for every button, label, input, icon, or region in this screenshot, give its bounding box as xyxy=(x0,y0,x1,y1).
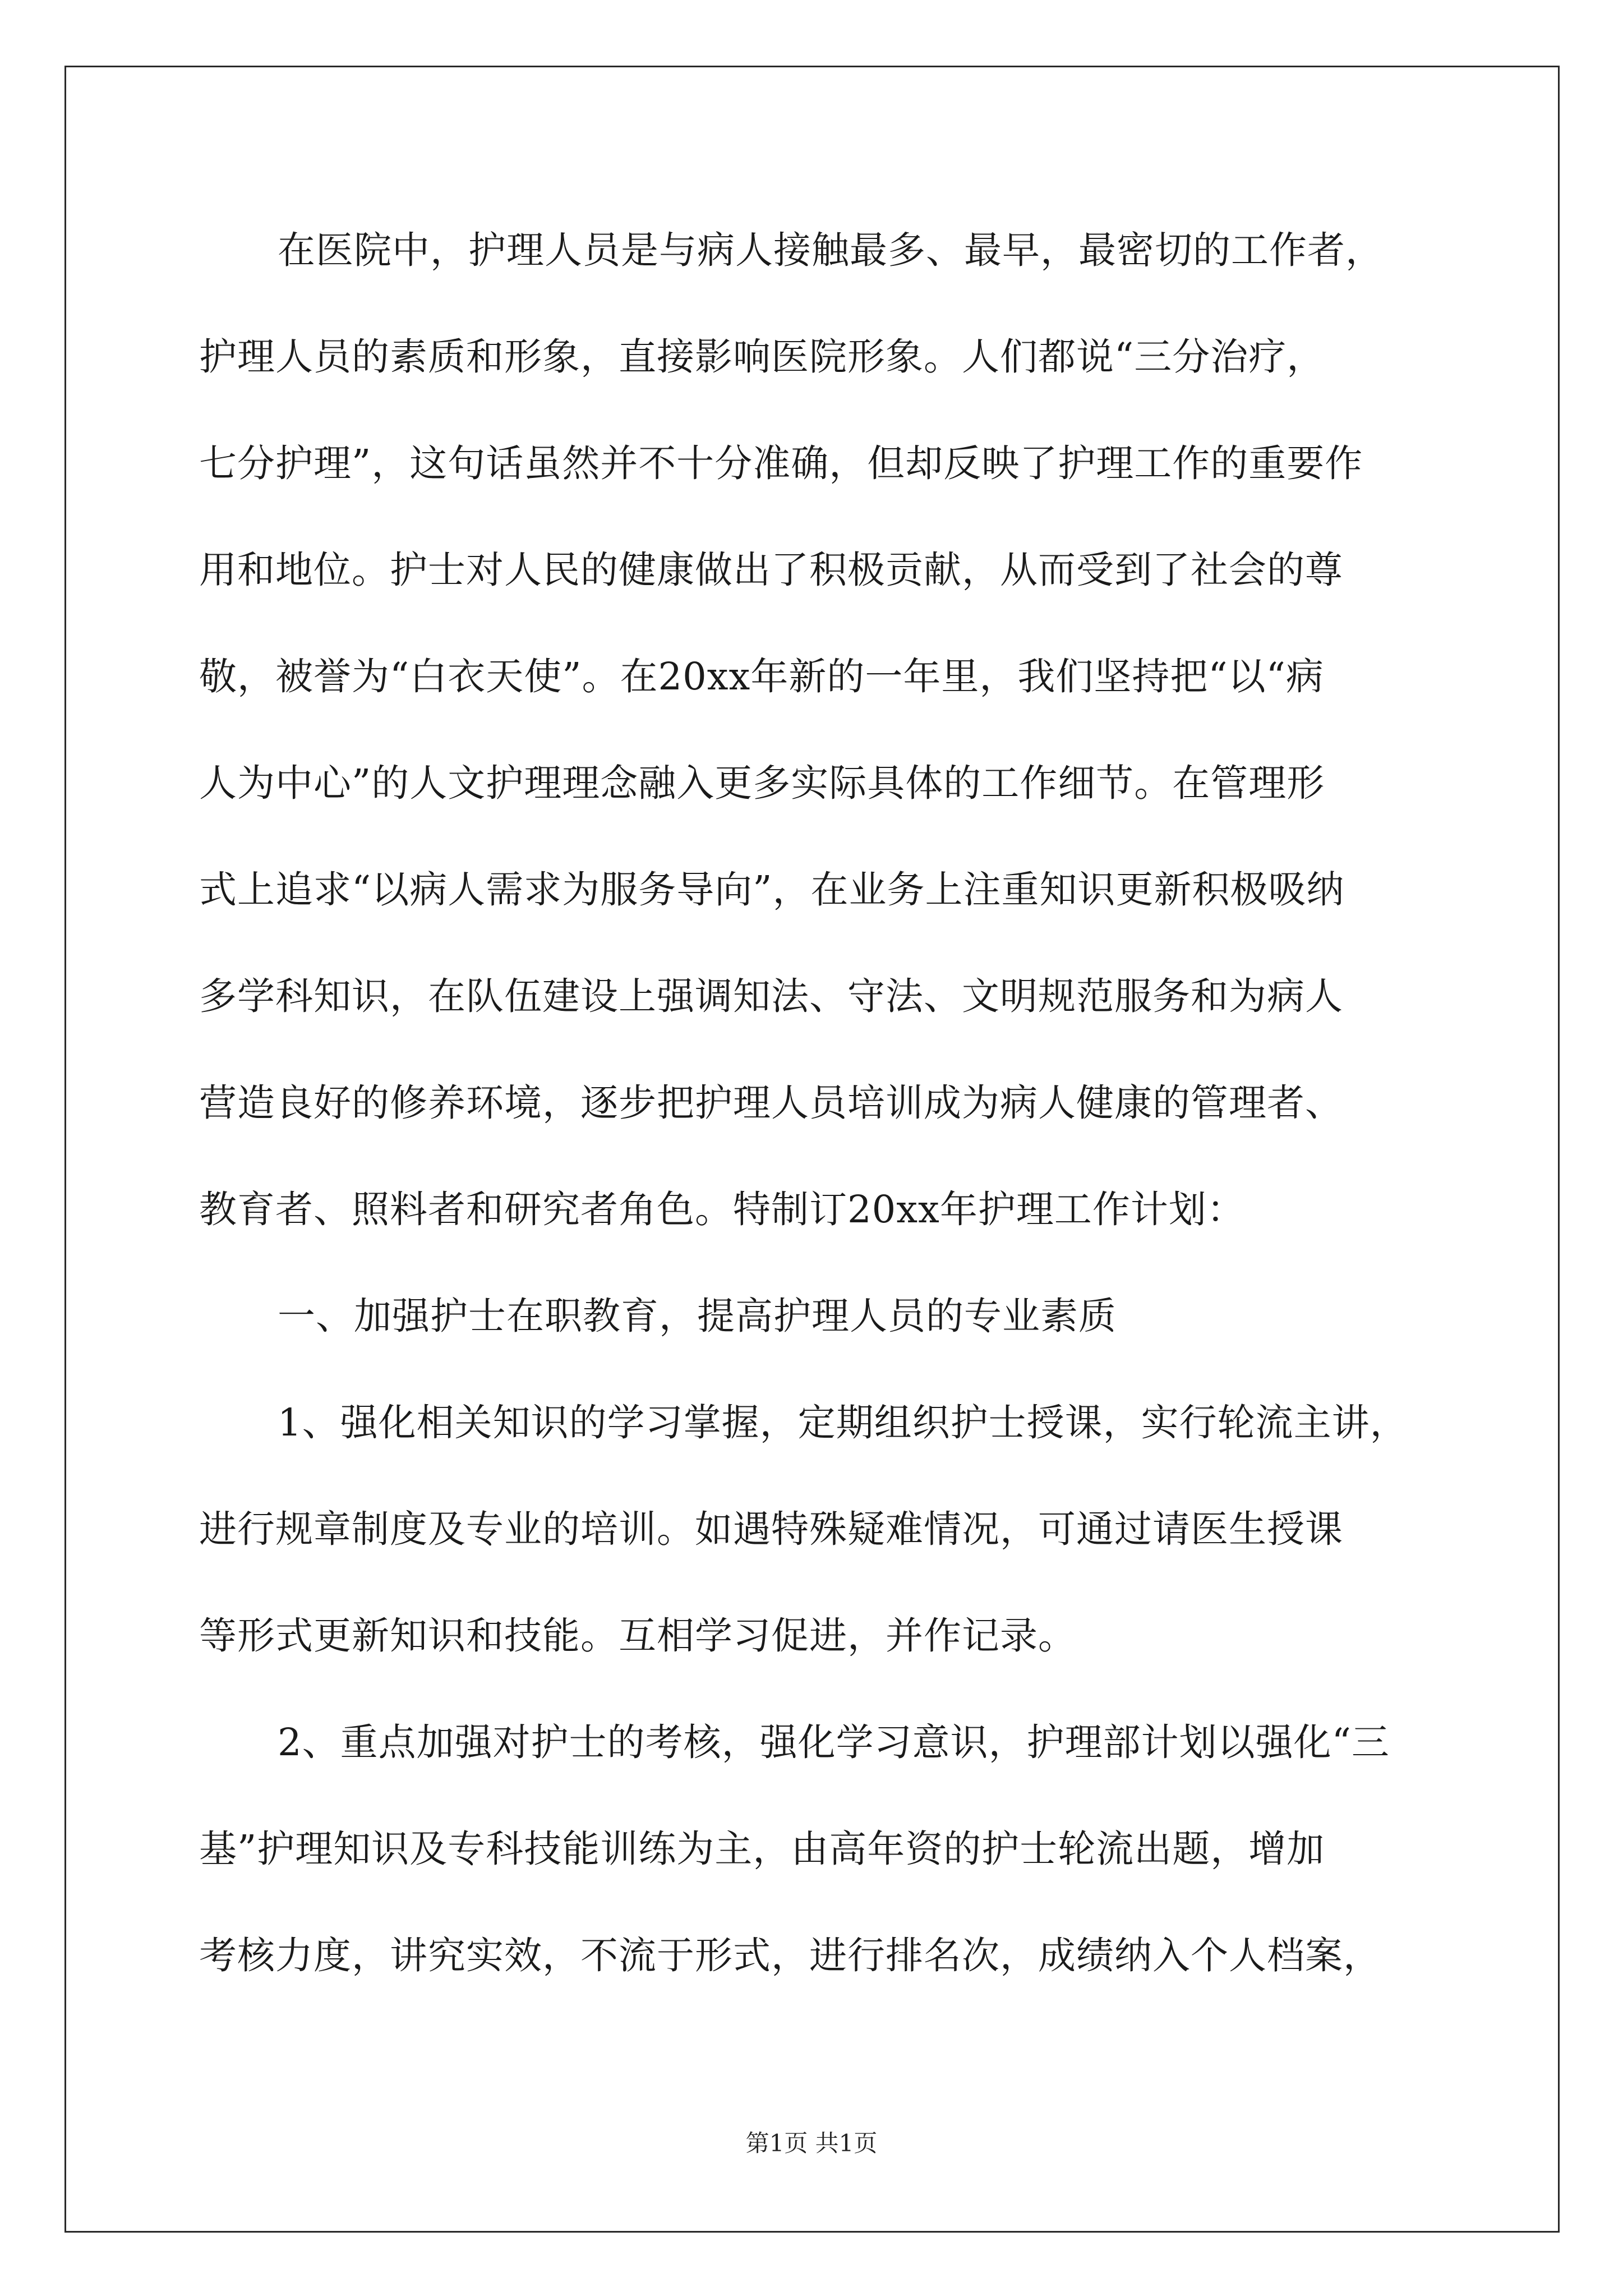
paragraph-line: 营造良好的修养环境，逐步把护理人员培训成为病人健康的管理者、 xyxy=(199,1081,1343,1125)
paragraph-line: 用和地位。护士对人民的健康做出了积极贡献，从而受到了社会的尊 xyxy=(199,548,1343,592)
paragraph-line: 在医院中，护理人员是与病人接触最多、最早，最密切的工作者， xyxy=(278,228,1384,272)
paragraph-line: 敬，被誉为“白衣天使”。在20xx年新的一年里，我们坚持把“以“病 xyxy=(199,655,1324,698)
section-heading: 一、加强护士在职教育，提高护理人员的专业素质 xyxy=(278,1294,1117,1338)
paragraph-line: 2、重点加强对护士的考核，强化学习意识，护理部计划以强化“三 xyxy=(278,1720,1390,1764)
paragraph-line: 多学科知识，在队伍建设上强调知法、守法、文明规范服务和为病人 xyxy=(199,974,1343,1018)
paragraph-line: 考核力度，讲究实效，不流于形式，进行排名次，成绩纳入个人档案， xyxy=(199,1934,1381,1977)
paragraph-line: 进行规章制度及专业的培训。如遇特殊疑难情况，可通过请医生授课 xyxy=(199,1507,1343,1551)
paragraph-line: 基”护理知识及专科技能训练为主，由高年资的护士轮流出题，增加 xyxy=(199,1827,1325,1871)
paragraph-line: 等形式更新知识和技能。互相学习促进，并作记录。 xyxy=(199,1614,1076,1658)
paragraph-line: 七分护理”，这句话虽然并不十分准确，但却反映了护理工作的重要作 xyxy=(199,441,1363,485)
paragraph-line: 护理人员的素质和形象，直接影响医院形象。人们都说“三分治疗， xyxy=(199,335,1325,379)
page-number-footer: 第1页 共1页 xyxy=(745,2129,878,2157)
paragraph-line: 人为中心”的人文护理理念融入更多实际具体的工作细节。在管理形 xyxy=(199,761,1325,805)
paragraph-line: 式上追求“以病人需求为服务导向”，在业务上注重知识更新积极吸纳 xyxy=(199,868,1345,912)
paragraph-line: 1、强化相关知识的学习掌握，定期组织护士授课，实行轮流主讲， xyxy=(278,1401,1408,1444)
paragraph-line: 教育者、照料者和研究者角色。特制订20xx年护理工作计划： xyxy=(199,1188,1245,1231)
page-border xyxy=(64,66,1560,2233)
